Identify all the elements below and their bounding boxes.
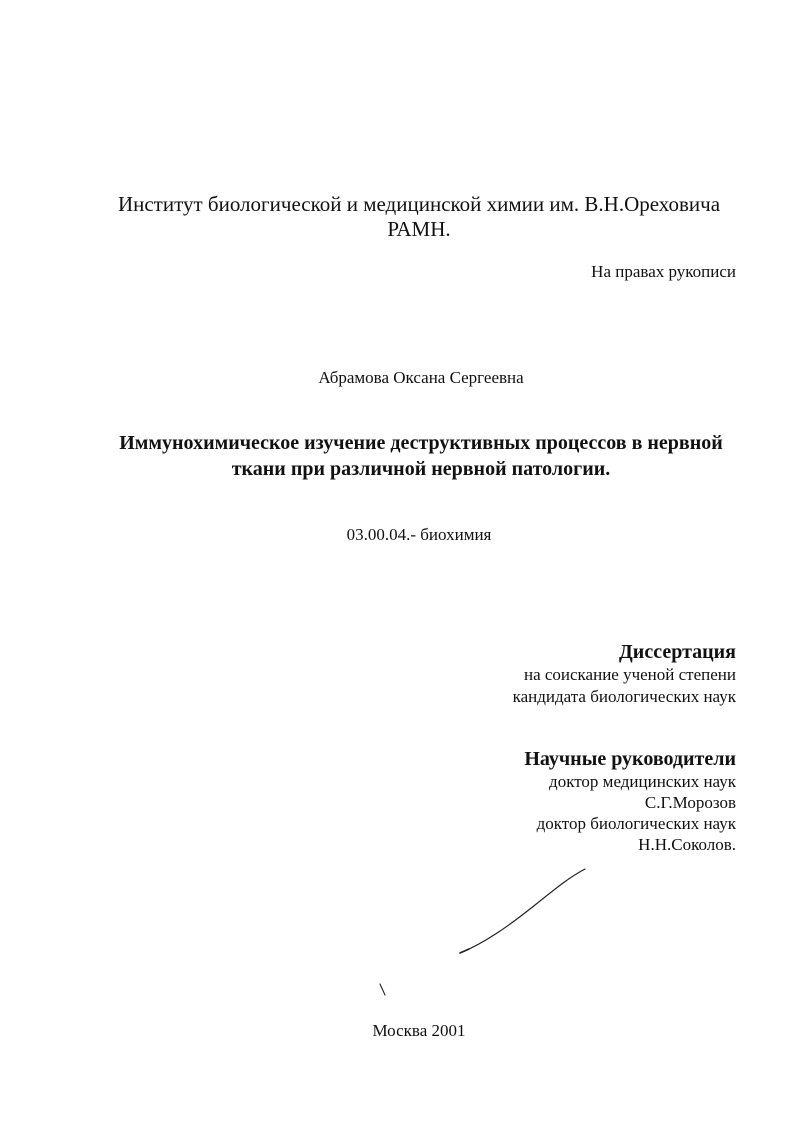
- institute-name: [0, 192, 793, 242]
- city-year: Москва 2001: [372, 1021, 466, 1040]
- advisor-2-degree: доктор биологических наук: [536, 814, 736, 833]
- scan-mark: [378, 983, 388, 997]
- dissertation-line-2: кандидата биологических наук: [512, 687, 736, 706]
- dissertation-line-1: на соискание ученой степени: [523, 665, 736, 684]
- advisor-2-name: Н.Н.Соколов.: [638, 835, 736, 854]
- handwritten-signature-stroke: [455, 865, 590, 960]
- specialty-code: 03.00.04.- биохимия: [346, 525, 492, 544]
- thesis-title-line-1: Иммунохимическое изучение деструктивных процессов в нервной: [119, 432, 723, 454]
- advisors-block: [524, 747, 736, 855]
- thesis-title-line-2: ткани при различной нервной патологии.: [231, 458, 611, 480]
- dissertation-heading: Диссертация: [619, 641, 736, 663]
- advisors-heading: Научные руководители: [524, 748, 736, 770]
- advisor-1-degree: доктор медицинских наук: [549, 772, 736, 791]
- dissertation-block: [513, 640, 736, 708]
- author-name: Абрамова Оксана Сергеевна: [318, 368, 524, 387]
- institute-line-1: Институт биологической и медицинской химии им. В.Н.Ореховича: [117, 192, 721, 216]
- institute-line-2: РАМН.: [387, 217, 451, 241]
- thesis-title: [0, 430, 793, 482]
- manuscript-note: На правах рукописи: [591, 262, 736, 281]
- advisor-1-name: С.Г.Морозов: [644, 793, 736, 812]
